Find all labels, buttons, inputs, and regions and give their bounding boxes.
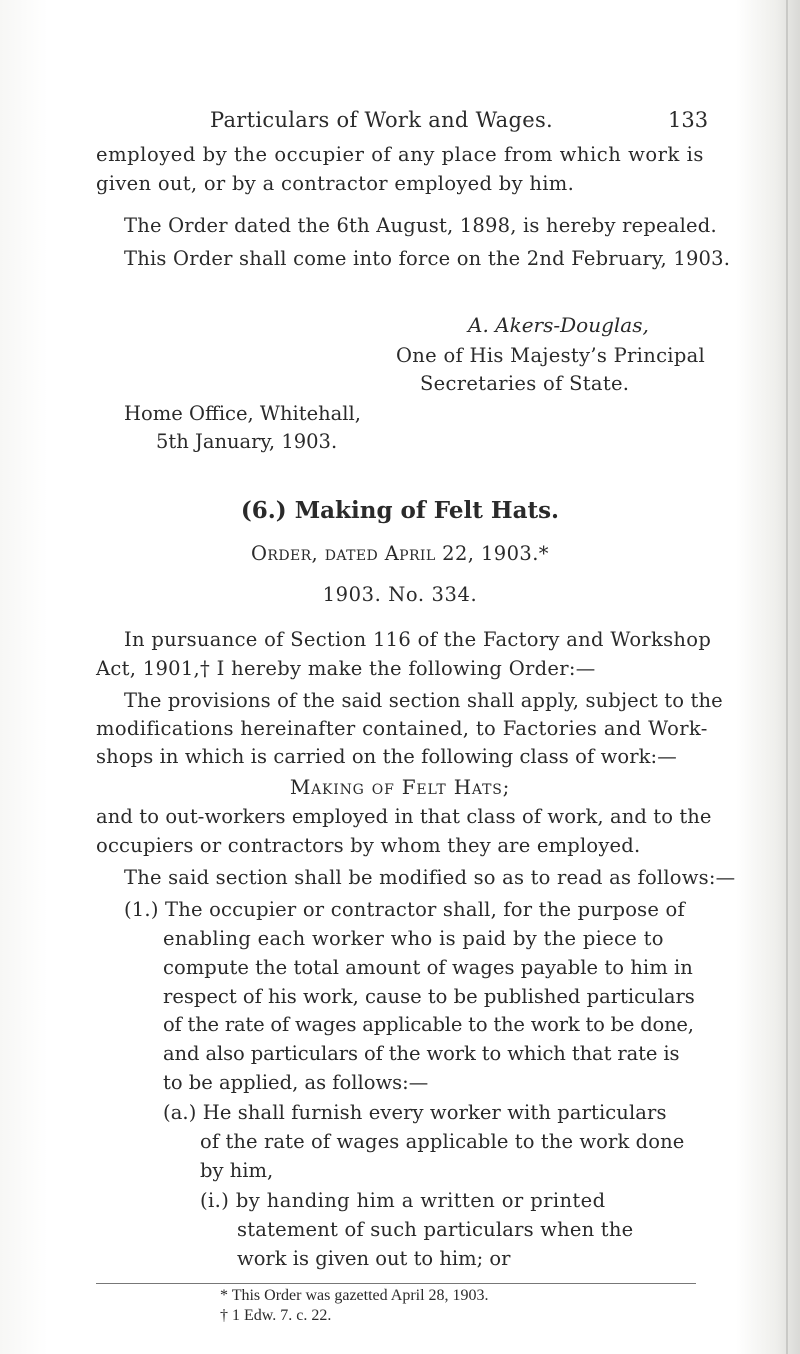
section-heading: (6.) Making of Felt Hats. xyxy=(240,497,560,524)
list-item-line: enabling each worker who is paid by the piece to xyxy=(163,927,664,950)
text-line: This Order shall come into force on the 2nd February, 1903. xyxy=(124,247,731,270)
signature-title-line: One of His Majesty’s Principal xyxy=(396,344,706,367)
text-line: given out, or by a contractor employed by him. xyxy=(96,172,575,195)
date-line: 5th January, 1903. xyxy=(156,430,338,453)
list-item-line: of the rate of wages applicable to the work done xyxy=(200,1130,685,1153)
class-of-work: Making of Felt Hats; xyxy=(289,775,511,799)
page-edge-shadow xyxy=(786,0,788,1354)
list-item-line: respect of his work, cause to be published particulars xyxy=(163,985,695,1008)
list-item-line: compute the total amount of wages payable to him in xyxy=(163,956,693,979)
text-line: In pursuance of Section 116 of the Factory and Workshop xyxy=(124,628,712,651)
list-item-line: statement of such particulars when the xyxy=(237,1218,634,1241)
text-line: The said section shall be modified so as to read as follows:— xyxy=(124,866,736,889)
list-item-line: (a.) He shall furnish every worker with particulars xyxy=(163,1101,667,1124)
list-item-line: work is given out to him; or xyxy=(237,1247,511,1270)
place-line: Home Office, Whitehall, xyxy=(124,402,361,425)
text-line: Act, 1901,† I hereby make the following Order:— xyxy=(96,657,596,680)
text-line: The provisions of the said section shall apply, subject to the xyxy=(124,689,723,712)
order-number: 1903. No. 334. xyxy=(322,583,478,606)
order-dated: Order, dated April 22, 1903.* xyxy=(251,542,549,565)
list-item-line: to be applied, as follows:— xyxy=(163,1071,429,1094)
footnote: † 1 Edw. 7. c. 22. xyxy=(220,1307,332,1324)
page-number: 133 xyxy=(668,108,709,132)
running-head: Particulars of Work and Wages. xyxy=(210,108,554,132)
list-item-line: (1.) The occupier or contractor shall, for the purpose of xyxy=(124,898,685,921)
signature-name: A. Akers-Douglas, xyxy=(468,313,649,337)
footnote-rule xyxy=(96,1283,696,1284)
list-item-line: of the rate of wages applicable to the work to be done, xyxy=(163,1013,694,1036)
text-line: employed by the occupier of any place from which work is xyxy=(96,143,704,166)
text-line: shops in which is carried on the following class of work:— xyxy=(96,745,677,768)
list-item-line: (i.) by handing him a written or printed xyxy=(200,1189,606,1212)
text-line: and to out-workers employed in that class of work, and to the xyxy=(96,805,712,828)
footnote: * This Order was gazetted April 28, 1903. xyxy=(220,1287,489,1304)
list-item-line: by him, xyxy=(200,1159,274,1182)
text-line: modifications hereinafter contained, to Factories and Work- xyxy=(96,717,708,740)
list-item-line: and also particulars of the work to which that rate is xyxy=(163,1042,680,1065)
text-line: occupiers or contractors by whom they are employed. xyxy=(96,834,641,857)
text-line: The Order dated the 6th August, 1898, is hereby repealed. xyxy=(124,214,717,237)
signature-title-line: Secretaries of State. xyxy=(420,372,630,395)
